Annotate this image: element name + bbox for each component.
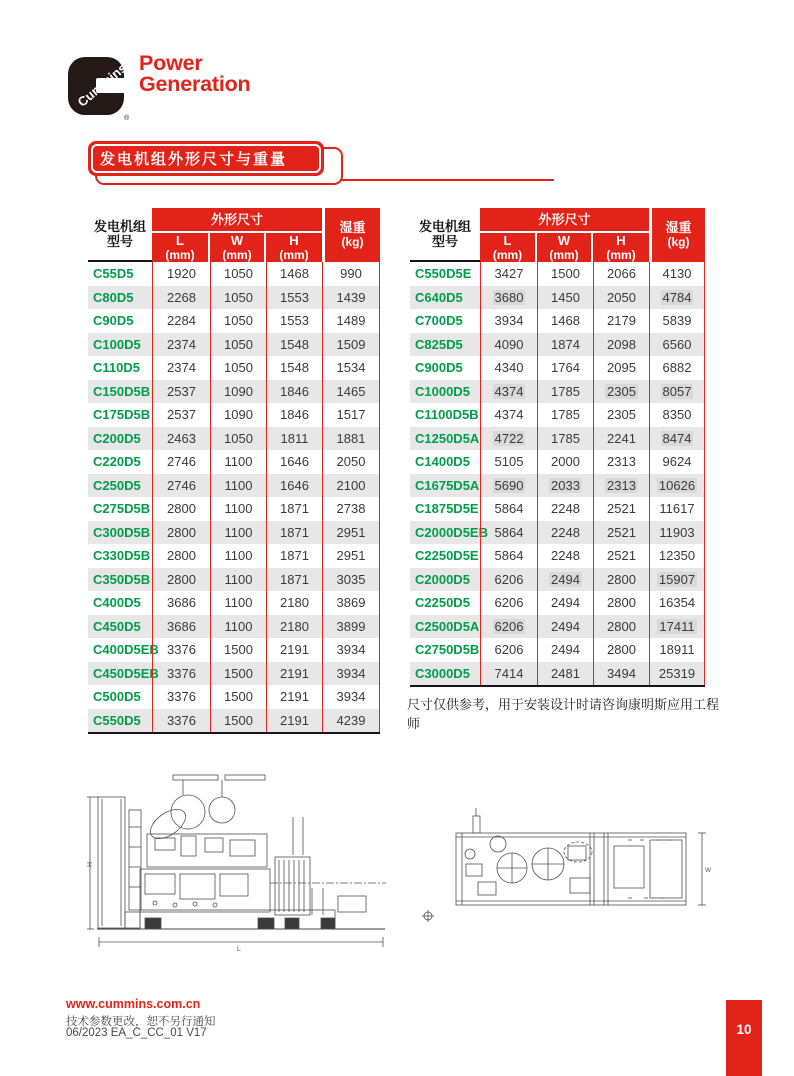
dimension-cell: 1811 [266, 427, 322, 451]
dimension-cell: 1100 [210, 544, 266, 568]
model-cell: C550D5E [415, 266, 472, 282]
model-cell: C110D5 [93, 360, 140, 376]
model-cell: C3000D5 [415, 665, 470, 681]
table-row [88, 474, 380, 498]
dim-label-w: W [705, 867, 712, 874]
dimension-cell: 1100 [210, 615, 266, 639]
dim-label-h: H [87, 861, 94, 867]
dimension-cell: 1100 [210, 450, 266, 474]
model-cell: C700D5 [415, 313, 463, 329]
weight-cell: 2738 [322, 497, 380, 521]
dimension-cell: 2000 [537, 450, 593, 474]
model-cell: C220D5 [93, 454, 141, 470]
dimension-cell: 2033 [537, 474, 593, 498]
table-row [410, 356, 705, 380]
table-row [88, 521, 380, 545]
table-row [88, 450, 380, 474]
dimension-cell: 2313 [593, 450, 649, 474]
table-body [410, 262, 705, 687]
table-row [410, 638, 705, 662]
dimension-cell: 4722 [480, 427, 537, 451]
table-body [88, 262, 380, 734]
dimension-cell: 6206 [480, 568, 537, 592]
model-cell: C2250D5E [415, 548, 479, 564]
dimension-cell: 2494 [537, 638, 593, 662]
banner-box [88, 141, 324, 176]
table-row [88, 591, 380, 615]
dimension-cell: 1050 [210, 356, 266, 380]
weight-cell: 10626 [649, 474, 705, 498]
dimension-cell: 1050 [210, 286, 266, 310]
dimension-cell: 5864 [480, 497, 537, 521]
table-row [410, 380, 705, 404]
dimension-cell: 1050 [210, 262, 266, 286]
table-header [410, 208, 705, 262]
registered-mark: ® [124, 115, 130, 122]
dimension-cell: 1500 [210, 662, 266, 686]
table-row [88, 286, 380, 310]
dimension-cell: 1846 [266, 380, 322, 404]
genset-top-view-drawing [418, 788, 713, 933]
dimension-cell: 4374 [480, 380, 537, 404]
dimension-cell: 2537 [152, 380, 210, 404]
dimension-cell: 3934 [480, 309, 537, 333]
dimension-cell: 5690 [480, 474, 537, 498]
dimension-cell: 6206 [480, 591, 537, 615]
dimension-cell: 3376 [152, 638, 210, 662]
weight-cell: 12350 [649, 544, 705, 568]
dimension-cell: 2098 [593, 333, 649, 357]
table-row [410, 591, 705, 615]
weight-cell: 1465 [322, 380, 380, 404]
column-header-wet-weight: 湿重 (kg) [322, 208, 380, 262]
dimension-cell: 1100 [210, 568, 266, 592]
dimension-cell: 4090 [480, 333, 537, 357]
weight-cell: 15907 [649, 568, 705, 592]
model-cell: C450D5EB [93, 665, 159, 681]
section-title: 发电机组外形尺寸与重量 [100, 151, 288, 168]
dimension-cell: 3376 [152, 662, 210, 686]
model-cell: C55D5 [93, 266, 134, 282]
dimension-cell: 2180 [266, 615, 322, 639]
table-row [88, 638, 380, 662]
dimension-cell: 1920 [152, 262, 210, 286]
dimension-cell: 1468 [266, 262, 322, 286]
model-cell: C200D5 [93, 430, 141, 446]
column-header-width: W (mm) [210, 233, 266, 262]
dimension-cell: 1100 [210, 521, 266, 545]
model-cell: C100D5 [93, 336, 141, 352]
dimension-cell: 1785 [537, 403, 593, 427]
dimension-cell: 2095 [593, 356, 649, 380]
dimension-cell: 2248 [537, 497, 593, 521]
weight-cell: 8057 [649, 380, 705, 404]
weight-cell: 2100 [322, 474, 380, 498]
dimension-cell: 1100 [210, 497, 266, 521]
model-cell: C80D5 [93, 289, 134, 305]
dimension-cell: 2800 [152, 521, 210, 545]
dimension-cell: 1500 [537, 262, 593, 286]
footer-disclaimer: 技术参数更改，恕不另行通知 [66, 1016, 216, 1028]
column-header-wet-weight: 湿重 (kg) [649, 208, 705, 262]
table-row [410, 286, 705, 310]
dimension-cell: 3686 [152, 615, 210, 639]
weight-cell: 3869 [322, 591, 380, 615]
weight-cell: 3934 [322, 685, 380, 709]
dimension-cell: 2521 [593, 521, 649, 545]
dim-label-l: L [237, 946, 241, 953]
weight-cell: 1534 [322, 356, 380, 380]
table-row [410, 568, 705, 592]
dimension-cell: 2191 [266, 709, 322, 733]
dimension-cell: 1450 [537, 286, 593, 310]
weight-cell: 2951 [322, 521, 380, 545]
banner-underline [341, 179, 554, 181]
dimension-cell: 2800 [593, 615, 649, 639]
model-cell: C2000D5EB [415, 524, 488, 540]
dimension-cell: 1874 [537, 333, 593, 357]
column-header-model: 发电机组 型号 [410, 208, 480, 262]
dimension-cell: 3680 [480, 286, 537, 310]
table-row [410, 427, 705, 451]
dimension-cell: 2374 [152, 356, 210, 380]
dimension-cell: 2463 [152, 427, 210, 451]
model-cell: C175D5B [93, 407, 151, 423]
dimension-cell: 2191 [266, 662, 322, 686]
dimension-cell: 2305 [593, 380, 649, 404]
dimension-cell: 1548 [266, 356, 322, 380]
cummins-url-link[interactable]: www.cummins.com.cn [66, 997, 201, 1011]
footer-doc-code: 06/2023 EA_C_CC_01 V17 [66, 1027, 207, 1039]
table-row [410, 309, 705, 333]
model-cell: C2750D5B [415, 642, 480, 658]
dimension-cell: 1500 [210, 685, 266, 709]
model-cell: C1100D5B [415, 407, 479, 423]
brand-title-line1: Power [139, 51, 203, 75]
dimension-cell: 2494 [537, 615, 593, 639]
weight-cell: 8474 [649, 427, 705, 451]
table-row [88, 662, 380, 686]
table-row [88, 380, 380, 404]
dimension-cell: 2521 [593, 497, 649, 521]
dimension-cell: 2284 [152, 309, 210, 333]
dimension-cell: 2800 [593, 638, 649, 662]
table-row [88, 497, 380, 521]
dimension-cell: 2066 [593, 262, 649, 286]
weight-cell: 2050 [322, 450, 380, 474]
table-row [410, 474, 705, 498]
weight-cell: 17411 [649, 615, 705, 639]
weight-cell: 1881 [322, 427, 380, 451]
weight-cell: 4239 [322, 709, 380, 733]
dimension-cell: 2248 [537, 521, 593, 545]
dimension-cell: 2248 [537, 544, 593, 568]
dimension-cell: 1646 [266, 474, 322, 498]
dimension-cell: 2800 [152, 497, 210, 521]
dimension-cell: 2180 [266, 591, 322, 615]
dimension-cell: 3686 [152, 591, 210, 615]
model-cell: C450D5 [93, 618, 141, 634]
dimension-cell: 2746 [152, 474, 210, 498]
model-cell: C640D5 [415, 289, 463, 305]
dimension-cell: 3376 [152, 685, 210, 709]
cummins-c-icon [66, 52, 132, 122]
dimension-cell: 1553 [266, 309, 322, 333]
model-cell: C1875D5E [415, 501, 479, 517]
table-row [88, 427, 380, 451]
model-cell: C90D5 [93, 313, 134, 329]
table-row [410, 544, 705, 568]
model-cell: C1400D5 [415, 454, 470, 470]
model-cell: C330D5B [93, 548, 151, 564]
weight-cell: 990 [322, 262, 380, 286]
dimension-cell: 1050 [210, 427, 266, 451]
weight-cell: 25319 [649, 662, 705, 686]
table-row [88, 403, 380, 427]
table-row [410, 521, 705, 545]
dimension-cell: 2050 [593, 286, 649, 310]
dimension-cell: 2179 [593, 309, 649, 333]
table-row [88, 333, 380, 357]
dimension-cell: 1871 [266, 497, 322, 521]
column-header-length: L (mm) [480, 233, 537, 262]
table-row [410, 662, 705, 686]
column-header-height: H (mm) [266, 233, 322, 262]
dimension-cell: 5864 [480, 521, 537, 545]
dimension-cell: 1468 [537, 309, 593, 333]
dimension-cell: 2481 [537, 662, 593, 686]
dimension-cell: 1785 [537, 427, 593, 451]
weight-cell: 1509 [322, 333, 380, 357]
weight-cell: 4784 [649, 286, 705, 310]
column-header-width: W (mm) [537, 233, 593, 262]
dimension-cell: 1871 [266, 568, 322, 592]
column-group-header-dimensions: 外形尺寸 [480, 208, 649, 233]
weight-cell: 3934 [322, 638, 380, 662]
weight-cell: 8350 [649, 403, 705, 427]
model-cell: C1675D5A [415, 477, 480, 493]
page-number-badge: 10 [726, 1000, 762, 1076]
dimension-cell: 1764 [537, 356, 593, 380]
model-cell: C825D5 [415, 336, 463, 352]
table-row [88, 709, 380, 733]
table-row [410, 262, 705, 286]
model-cell: C400D5 [93, 595, 141, 611]
weight-cell: 9624 [649, 450, 705, 474]
dimension-cell: 1090 [210, 403, 266, 427]
model-cell: C1000D5 [415, 383, 470, 399]
dimension-cell: 6206 [480, 638, 537, 662]
table-row [88, 685, 380, 709]
weight-cell: 3035 [322, 568, 380, 592]
dimension-cell: 1050 [210, 309, 266, 333]
dimension-cell: 4340 [480, 356, 537, 380]
dimension-cell: 2746 [152, 450, 210, 474]
model-cell: C400D5EB [93, 642, 159, 658]
dimension-cell: 2191 [266, 638, 322, 662]
dimension-cell: 2268 [152, 286, 210, 310]
table-row [410, 497, 705, 521]
table-row [88, 356, 380, 380]
dimension-cell: 2305 [593, 403, 649, 427]
column-group-header-dimensions: 外形尺寸 [152, 208, 322, 233]
cummins-logo [66, 52, 132, 127]
table-row [88, 262, 380, 286]
dimension-cell: 3494 [593, 662, 649, 686]
model-cell: C250D5 [93, 477, 141, 493]
dimension-cell: 1500 [210, 709, 266, 733]
dimension-cell: 2800 [593, 568, 649, 592]
dimension-cell: 1500 [210, 638, 266, 662]
weight-cell: 6560 [649, 333, 705, 357]
dimension-cell: 1090 [210, 380, 266, 404]
dimension-cell: 1646 [266, 450, 322, 474]
dimension-cell: 2800 [152, 544, 210, 568]
dimension-cell: 2800 [152, 568, 210, 592]
weight-cell: 11617 [649, 497, 705, 521]
dimension-cell: 2313 [593, 474, 649, 498]
weight-cell: 3899 [322, 615, 380, 639]
dimension-cell: 3376 [152, 709, 210, 733]
dimension-cell: 5864 [480, 544, 537, 568]
table-note: 尺寸仅供参考，用于安装设计时请咨询康明斯应用工程师 [407, 697, 720, 731]
dimension-cell: 1785 [537, 380, 593, 404]
table-row [88, 309, 380, 333]
dimension-cell: 1100 [210, 591, 266, 615]
table-row [88, 544, 380, 568]
model-cell: C2000D5 [415, 571, 470, 587]
dimension-cell: 2521 [593, 544, 649, 568]
weight-cell: 18911 [649, 638, 705, 662]
dimension-cell: 7414 [480, 662, 537, 686]
dimension-cell: 2494 [537, 568, 593, 592]
dimension-cell: 2494 [537, 591, 593, 615]
brand-title-line2: Generation [139, 72, 251, 96]
column-header-model: 发电机组 型号 [88, 208, 152, 262]
weight-cell: 1517 [322, 403, 380, 427]
column-header-length: L (mm) [152, 233, 210, 262]
dimension-cell: 2241 [593, 427, 649, 451]
logo-wordmark: Cummins [74, 60, 130, 110]
genset-side-view-drawing [85, 772, 390, 967]
brand-title [139, 53, 251, 95]
weight-cell: 1439 [322, 286, 380, 310]
dimension-cell: 5105 [480, 450, 537, 474]
dimension-cell: 1871 [266, 544, 322, 568]
dimension-cell: 2374 [152, 333, 210, 357]
dimension-cell: 1050 [210, 333, 266, 357]
model-cell: C150D5B [93, 383, 151, 399]
model-cell: C2500D5A [415, 618, 480, 634]
dimension-cell: 4374 [480, 403, 537, 427]
section-title-banner [88, 141, 558, 187]
table-row [410, 333, 705, 357]
dimension-cell: 2537 [152, 403, 210, 427]
dimensions-table-left [88, 208, 380, 734]
dimension-cell: 6206 [480, 615, 537, 639]
dimension-cell: 3427 [480, 262, 537, 286]
model-cell: C550D5 [93, 712, 141, 728]
dimension-cell: 1548 [266, 333, 322, 357]
table-row [410, 450, 705, 474]
weight-cell: 2951 [322, 544, 380, 568]
model-cell: C350D5B [93, 571, 151, 587]
weight-cell: 1489 [322, 309, 380, 333]
table-row [410, 615, 705, 639]
weight-cell: 5839 [649, 309, 705, 333]
weight-cell: 6882 [649, 356, 705, 380]
weight-cell: 16354 [649, 591, 705, 615]
weight-cell: 4130 [649, 262, 705, 286]
model-cell: C900D5 [415, 360, 463, 376]
dimensions-table-right [410, 208, 705, 687]
weight-cell: 11903 [649, 521, 705, 545]
table-header [88, 208, 380, 262]
dimension-cell: 1553 [266, 286, 322, 310]
dimension-cell: 1846 [266, 403, 322, 427]
model-cell: C1250D5A [415, 430, 480, 446]
model-cell: C300D5B [93, 524, 151, 540]
table-row [88, 615, 380, 639]
table-row [88, 568, 380, 592]
dimension-cell: 2800 [593, 591, 649, 615]
dimension-cell: 1100 [210, 474, 266, 498]
model-cell: C275D5B [93, 501, 151, 517]
model-cell: C2250D5 [415, 595, 470, 611]
table-row [410, 403, 705, 427]
dimension-cell: 1871 [266, 521, 322, 545]
weight-cell: 3934 [322, 662, 380, 686]
dimension-cell: 2191 [266, 685, 322, 709]
model-cell: C500D5 [93, 689, 141, 705]
column-header-height: H (mm) [593, 233, 649, 262]
